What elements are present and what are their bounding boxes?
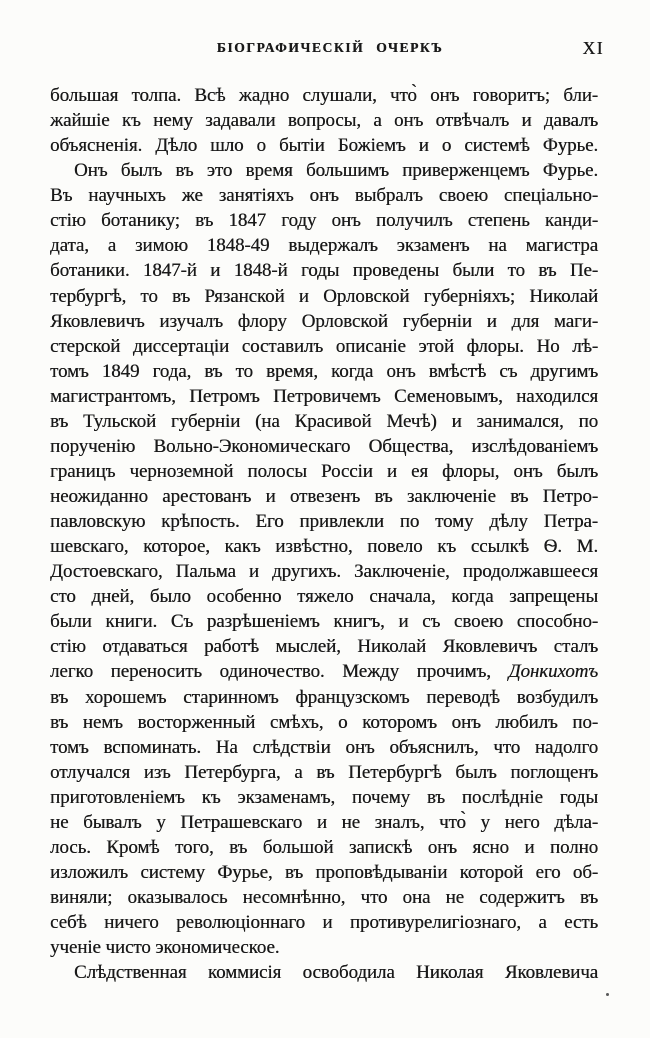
- text-line: [50, 158, 598, 183]
- text-line: [50, 108, 598, 133]
- text-line: [50, 710, 598, 735]
- text-segment: въ Тульской губерніи (на Красивой Мечѣ) и занимался, по: [50, 410, 598, 432]
- text-line: [50, 685, 598, 710]
- running-title: БІОГРАФИЧЕСКІЙ ОЧЕРКЪ: [216, 40, 444, 55]
- text-segment: въ немъ восторженный смѣхъ, о которомъ онъ любилъ по-: [50, 711, 598, 733]
- text-segment: изложилъ систему Фурье, въ проповѣдываніи которой его об-: [50, 861, 598, 883]
- text-line: [50, 810, 598, 835]
- text-segment: отлучался изъ Петербурга, а въ Петербургѣ былъ поглощенъ: [50, 761, 598, 783]
- text-line: [50, 735, 598, 760]
- text-segment: лось. Кромѣ того, въ большой запискѣ онъ ясно и полно: [50, 836, 598, 858]
- text-segment: магистрантомъ, Петромъ Петровичемъ Семеновымъ, находился: [50, 385, 598, 407]
- text-line: [50, 835, 598, 860]
- text-segment: неожиданно арестованъ и отвезенъ въ заключеніе въ Петро-: [50, 486, 598, 507]
- text-line: [50, 208, 598, 233]
- text-segment: въ хорошемъ старинномъ французскомъ переводѣ возбудилъ: [50, 686, 598, 708]
- text-line: [50, 960, 598, 985]
- text-line: [50, 183, 598, 208]
- text-segment: стію ботанику; въ 1847 году онъ получилъ степень канди-: [50, 210, 598, 232]
- text-line: [50, 133, 598, 158]
- running-header: [50, 38, 604, 60]
- text-segment: не бывалъ у Петрашевскаго и не зналъ, что̀ у него дѣла-: [50, 811, 598, 833]
- text-line: [50, 309, 598, 334]
- text-line: [50, 384, 598, 409]
- text-segment: сто дней, было особенно тяжело сначала, когда запрещены: [50, 586, 598, 608]
- text-segment: томъ вспоминать. На слѣдствіи онъ объяснилъ, что надолго: [50, 736, 598, 758]
- text-segment: томъ 1849 года, въ то время, когда онъ вмѣстѣ съ другимъ: [50, 360, 598, 382]
- text-segment: дата, а зимою 1848-49 выдержалъ экзаменъ на магистра: [50, 235, 598, 257]
- text-segment: Достоевскаго, Пальма и другихъ. Заключеніе, продолжавшееся: [50, 561, 598, 583]
- text-segment: тербургѣ, то въ Рязанской и Орловской губерніяхъ; Николай: [50, 285, 598, 307]
- text-segment: границъ черноземной полосы Россіи и ея флоры, онъ былъ: [50, 460, 598, 482]
- text-segment: объясненія. Дѣло шло о бытіи Божіемъ и о системѣ Фурье.: [50, 135, 598, 157]
- text-segment: легко переносить одиночество. Между прочимъ,: [50, 661, 509, 683]
- text-line: [50, 233, 598, 258]
- ink-speck-artifact: [606, 993, 609, 996]
- text-line: [50, 484, 598, 509]
- text-line: [50, 334, 598, 359]
- text-line: [50, 584, 598, 609]
- text-segment: павловскую крѣпость. Его привлекли по тому дѣлу Петра-: [50, 511, 598, 533]
- text-line: [50, 284, 598, 309]
- text-line: [50, 910, 598, 935]
- text-line: [50, 559, 598, 584]
- text-line: [50, 609, 598, 634]
- text-segment: шевскаго, которое, какъ извѣстно, повело къ ссылкѣ Ѳ. М.: [50, 536, 598, 558]
- text-line: [50, 434, 598, 459]
- text-segment: были книги. Съ разрѣшеніемъ книгъ, и съ своею способно-: [50, 611, 598, 633]
- text-segment: ученіе чисто экономическое.: [50, 937, 280, 959]
- italic-text-segment: Донкихотъ: [508, 661, 598, 683]
- text-line: [50, 885, 598, 910]
- text-line: [50, 534, 598, 559]
- text-segment: большая толпа. Всѣ жадно слушали, что̀ онъ говоритъ; бли-: [50, 85, 598, 106]
- text-line: [50, 83, 598, 108]
- text-line: [50, 760, 598, 785]
- text-line: [50, 634, 598, 659]
- text-segment: жайшіе къ нему задавали вопросы, а онъ отвѣчалъ и давалъ: [50, 110, 598, 132]
- text-segment: Слѣдственная коммисія освободила Николая Яковлевича: [74, 962, 598, 984]
- text-segment: себѣ ничего революціоннаго и противурелигіознаго, а есть: [50, 912, 598, 934]
- text-line: [50, 509, 598, 534]
- text-line: [50, 659, 598, 684]
- text-segment: Онъ былъ въ это время большимъ приверженцемъ Фурье.: [74, 160, 598, 182]
- text-line: [50, 409, 598, 434]
- text-segment: порученію Вольно-Экономическаго Общества, изслѣдованіемъ: [50, 435, 598, 457]
- text-segment: Въ научныхъ же занятіяхъ онъ выбралъ своею спеціально-: [50, 185, 598, 207]
- page-body: [50, 83, 598, 985]
- text-line: [50, 860, 598, 885]
- text-line: [50, 359, 598, 384]
- text-segment: Яковлевичъ изучалъ флору Орловской губерніи и для маги-: [50, 310, 598, 332]
- text-segment: стерской диссертаціи составилъ описаніе этой флоры. Но лѣ-: [50, 335, 598, 357]
- text-line: [50, 459, 598, 484]
- text-line: [50, 785, 598, 810]
- text-segment: приготовленіемъ къ экзаменамъ, почему въ послѣдніе годы: [50, 786, 598, 808]
- text-segment: ботаники. 1847-й и 1848-й годы проведены были то въ Пе-: [50, 260, 598, 282]
- page-number: XI: [582, 38, 604, 58]
- text-line: [50, 935, 598, 960]
- text-segment: виняли; оказывалось несомнѣнно, что она не содержитъ въ: [50, 887, 598, 908]
- text-line: [50, 258, 598, 283]
- text-segment: стію отдаваться работѣ мыслей, Николай Яковлевичъ сталъ: [50, 636, 598, 658]
